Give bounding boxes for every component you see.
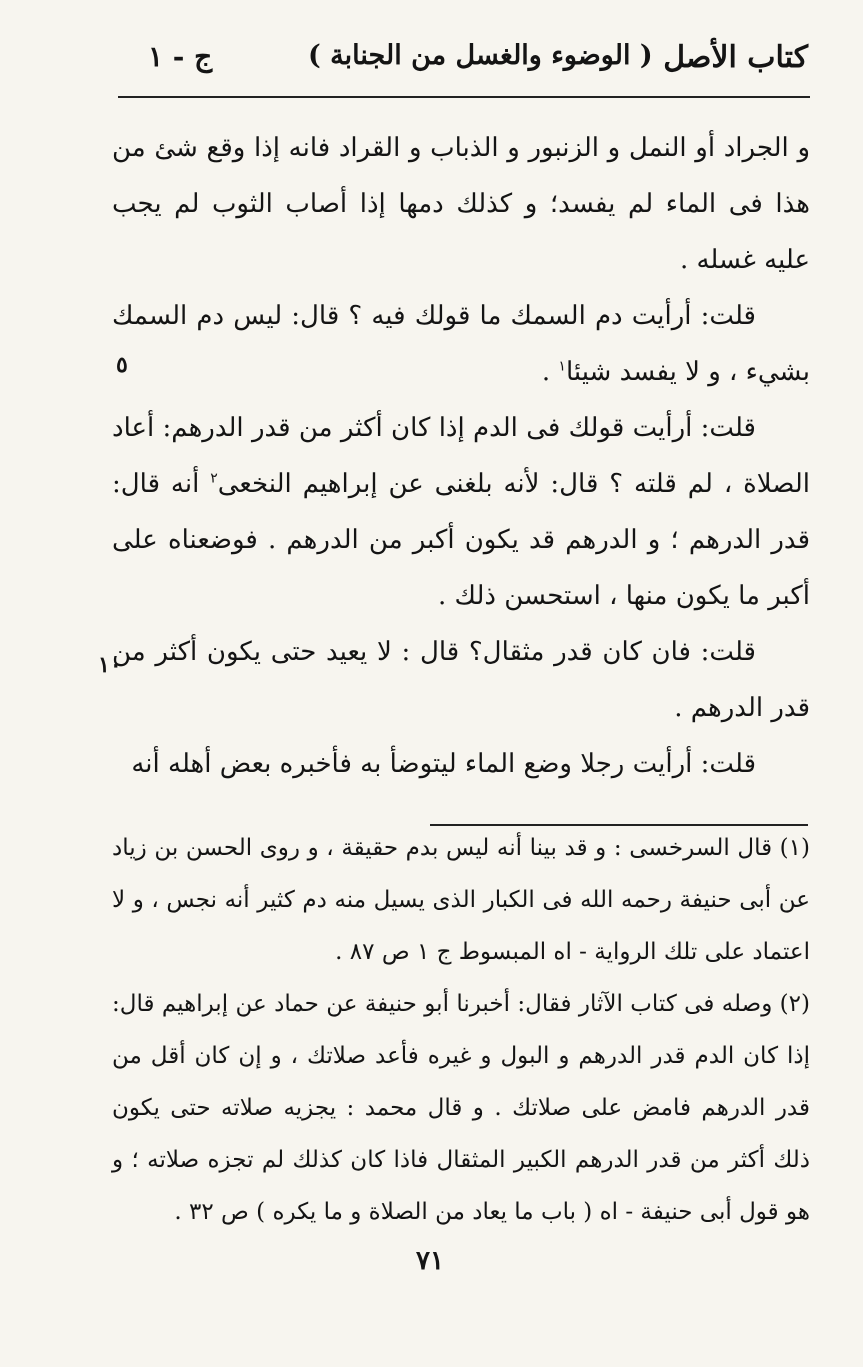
footnote: (٢) وصله فى كتاب الآثار فقال: أخبرنا أبو حنيفة عن حماد عن إبراهيم قال: إذا كان الدم قدر الدرهم و البول و غيره فأعد صلاتك ، و إن كان أقل من قدر الدرهم فامض على صلاتك . و قال محمد : يجزيه صلاته حتى يكون ذلك أكثر من قدر الدرهم الكبير المثقال فاذا كان كذلك لم تجزه صلاته ؛ و هو قول أبى حنيفة - اه ( باب ما يعاد من الصلاة و ما يكره ) ص ٣٢ . (112, 991, 810, 1225)
main-text (112, 120, 810, 792)
line-number-10: ١٠ (98, 652, 122, 678)
line-number-5: ٥ (116, 352, 128, 378)
running-header (118, 40, 808, 90)
paragraph: قلت: أرأيت قولك فى الدم إذا كان أكثر من قدر الدرهم: أعاد الصلاة ، لم قلته ؟ قال: لأنه بلغنى عن إبراهيم النخعى$^٢$ أنه قال: قدر الدرهم ؛ و الدرهم قد يكون أكبر من الدرهم . فوضعناه على أكبر ما يكون منها ، استحسن ذلك . (112, 413, 811, 611)
footnotes (112, 822, 810, 1238)
footnote-ref: ٢ (210, 470, 218, 487)
header-divider (118, 96, 810, 98)
footnote-ref: ١ (558, 358, 566, 375)
book-title: كتاب الأصل (663, 40, 808, 75)
chapter-title: ( الوضوء والغسل من الجنابة ) (308, 40, 653, 71)
page-number: ٧١ (416, 1246, 444, 1276)
paragraph: قلت: أرأيت رجلا وضع الماء ليتوضأ به فأخبره بعض أهله أنه (131, 749, 756, 779)
volume-label: ج - ١ (148, 40, 213, 73)
footnote: (١) قال السرخسى : و قد بينا أنه ليس بدم حقيقة ، و روى الحسن بن زياد عن أبى حنيفة رحمه الله فى الكبار الذى يسيل منه دم كثير أنه نجس ، و لا اعتماد على تلك الرواية - اه المبسوط ج ١ ص ٨٧ . (112, 835, 810, 965)
paragraph: قلت: أرأيت دم السمك ما قولك فيه ؟ قال: ليس دم السمك بشيء ، و لا يفسد شيئا$^١$ . (112, 301, 810, 387)
paragraph: و الجراد أو النمل و الزنبور و الذباب و القراد فانه إذا وقع شئ من هذا فى الماء لم يفسد؛ و كذلك دمها إذا أصاب الثوب لم يجب عليه غسله . (112, 133, 810, 275)
paragraph: قلت: فان كان قدر مثقال؟ قال : لا يعيد حتى يكون أكثر من قدر الدرهم . (112, 637, 810, 723)
